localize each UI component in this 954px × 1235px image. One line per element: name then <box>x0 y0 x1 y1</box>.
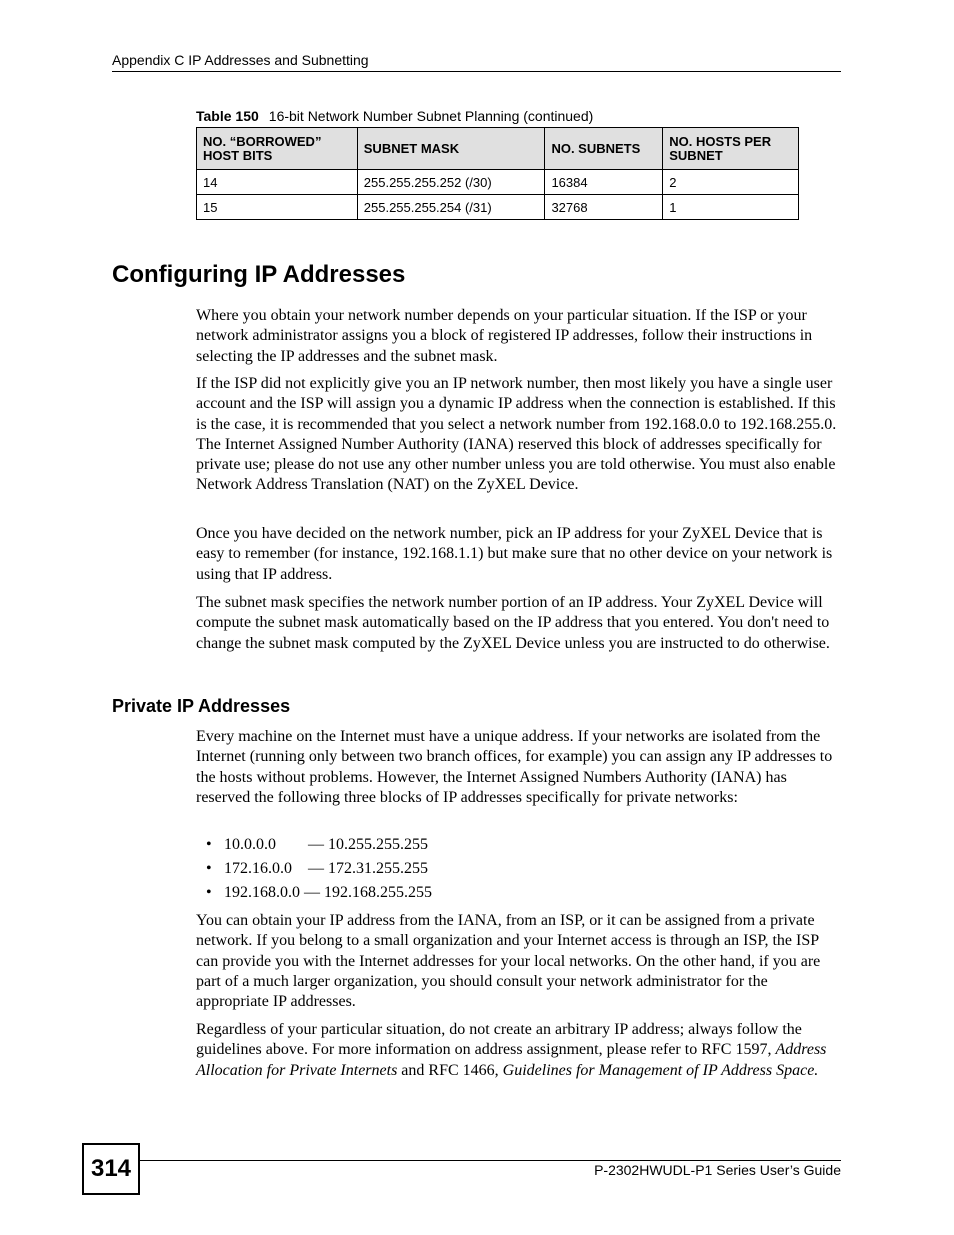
list-item <box>196 859 432 883</box>
header-no-hosts-per-subnet: NO. HOSTS PER SUBNET <box>663 128 799 170</box>
table-header-row <box>197 128 799 170</box>
list-item <box>196 883 432 907</box>
paragraph: Once you have decided on the network number, pick an IP address for your ZyXEL Device that is easy to remember (for instance, 192.168.1.1) but make sure that no other device on your network is using that IP address. <box>196 525 833 583</box>
paragraph: You can obtain your IP address from the IANA, from an ISP, or it can be assigned from a private network. If you belong to a small organization and your Internet access is through an ISP, the ISP can provide you with the Internet addresses for your local networks. On the other hand, if you are part of a much larger organization, you should consult your network administrator for the appropriate IP addresses. <box>196 912 821 1011</box>
paragraph: The subnet mask specifies the network number portion of an IP address. Your ZyXEL Device will compute the subnet mask automatically based on the IP address that you entered. You don't need to change the subnet mask computed by the ZyXEL Device unless you are instructed to do otherwise. <box>196 594 830 652</box>
range-start: 10.0.0.0 <box>224 836 276 853</box>
table-cell: 32768 <box>545 195 663 220</box>
table-cell: 2 <box>663 170 799 195</box>
footer-rule <box>140 1160 841 1161</box>
table-cell: 255.255.255.252 (/30) <box>357 170 545 195</box>
section-title: Configuring IP Addresses <box>112 261 406 288</box>
rfc-1466-title: Guidelines for Management of IP Address Space. <box>502 1061 819 1079</box>
table-caption-label: Table 150 <box>196 108 259 124</box>
range-start: 172.16.0.0 <box>224 860 292 877</box>
table-row <box>197 170 799 195</box>
table-cell: 14 <box>197 170 358 195</box>
table-caption <box>196 108 593 124</box>
paragraph: Where you obtain your network number depends on your particular situation. If the ISP or your network administrator assigns you a block of registered IP addresses, follow their instructions in selecting the IP addresses and the subnet mask. <box>196 307 813 365</box>
header-no-subnets: NO. SUBNETS <box>545 128 663 170</box>
table-cell: 255.255.255.254 (/31) <box>357 195 545 220</box>
table-cell: 15 <box>197 195 358 220</box>
table-caption-text: 16-bit Network Number Subnet Planning (continued) <box>268 108 594 124</box>
rfc-1597-title: Address Allocation for Private Internets <box>196 1041 827 1079</box>
paragraph: Regardless of your particular situation, do not create an arbitrary IP address; always follow the guidelines above. For more information on address assignment, please refer to RFC 1597, Address Allocation for Private Internets and RFC 1466, Guidelines for Management of IP Address Space. <box>196 1021 827 1079</box>
bullet-icon: • <box>206 884 212 901</box>
range-end: — 192.168.255.255 <box>304 884 432 901</box>
subnet-planning-table <box>196 127 799 220</box>
table-cell: 1 <box>663 195 799 220</box>
table-cell: 16384 <box>545 170 663 195</box>
header-subnet-mask: SUBNET MASK <box>357 128 545 170</box>
table-row <box>197 195 799 220</box>
range-end: — 172.31.255.255 <box>308 860 428 877</box>
range-start: 192.168.0.0 <box>224 884 300 901</box>
list-item <box>196 835 432 859</box>
subsection-title: Private IP Addresses <box>112 696 291 716</box>
private-ip-ranges-list <box>196 835 432 907</box>
guide-title: P-2302HWUDL-P1 Series User’s Guide <box>594 1162 841 1178</box>
header-rule <box>112 71 841 72</box>
bullet-icon: • <box>206 836 212 853</box>
page-number: 314 <box>82 1143 140 1195</box>
paragraph: Every machine on the Internet must have a unique address. If your networks are isolated from the Internet (running only between two branch offices, for example) you can assign any IP addresses to the hosts without problems. However, the Internet Assigned Numbers Authority (IANA) has reserved the following three blocks of IP addresses specifically for private networks: <box>196 728 833 806</box>
bullet-icon: • <box>206 860 212 877</box>
range-end: — 10.255.255.255 <box>308 836 428 853</box>
paragraph: If the ISP did not explicitly give you an IP network number, then most likely you have a single user account and the ISP will assign you a dynamic IP address when the connection is established. If this is the case, it is recommended that you select a network number from 192.168.0.0 to 192.168.255.0. The Internet Assigned Number Authority (IANA) reserved this block of addresses specifically for private use; please do not use any other number unless you are told otherwise. You must also enable Network Address Translation (NAT) on the ZyXEL Device. <box>196 375 837 494</box>
running-header: Appendix C IP Addresses and Subnetting <box>112 52 369 68</box>
header-borrowed-host-bits: NO. “BORROWED” HOST BITS <box>197 128 358 170</box>
